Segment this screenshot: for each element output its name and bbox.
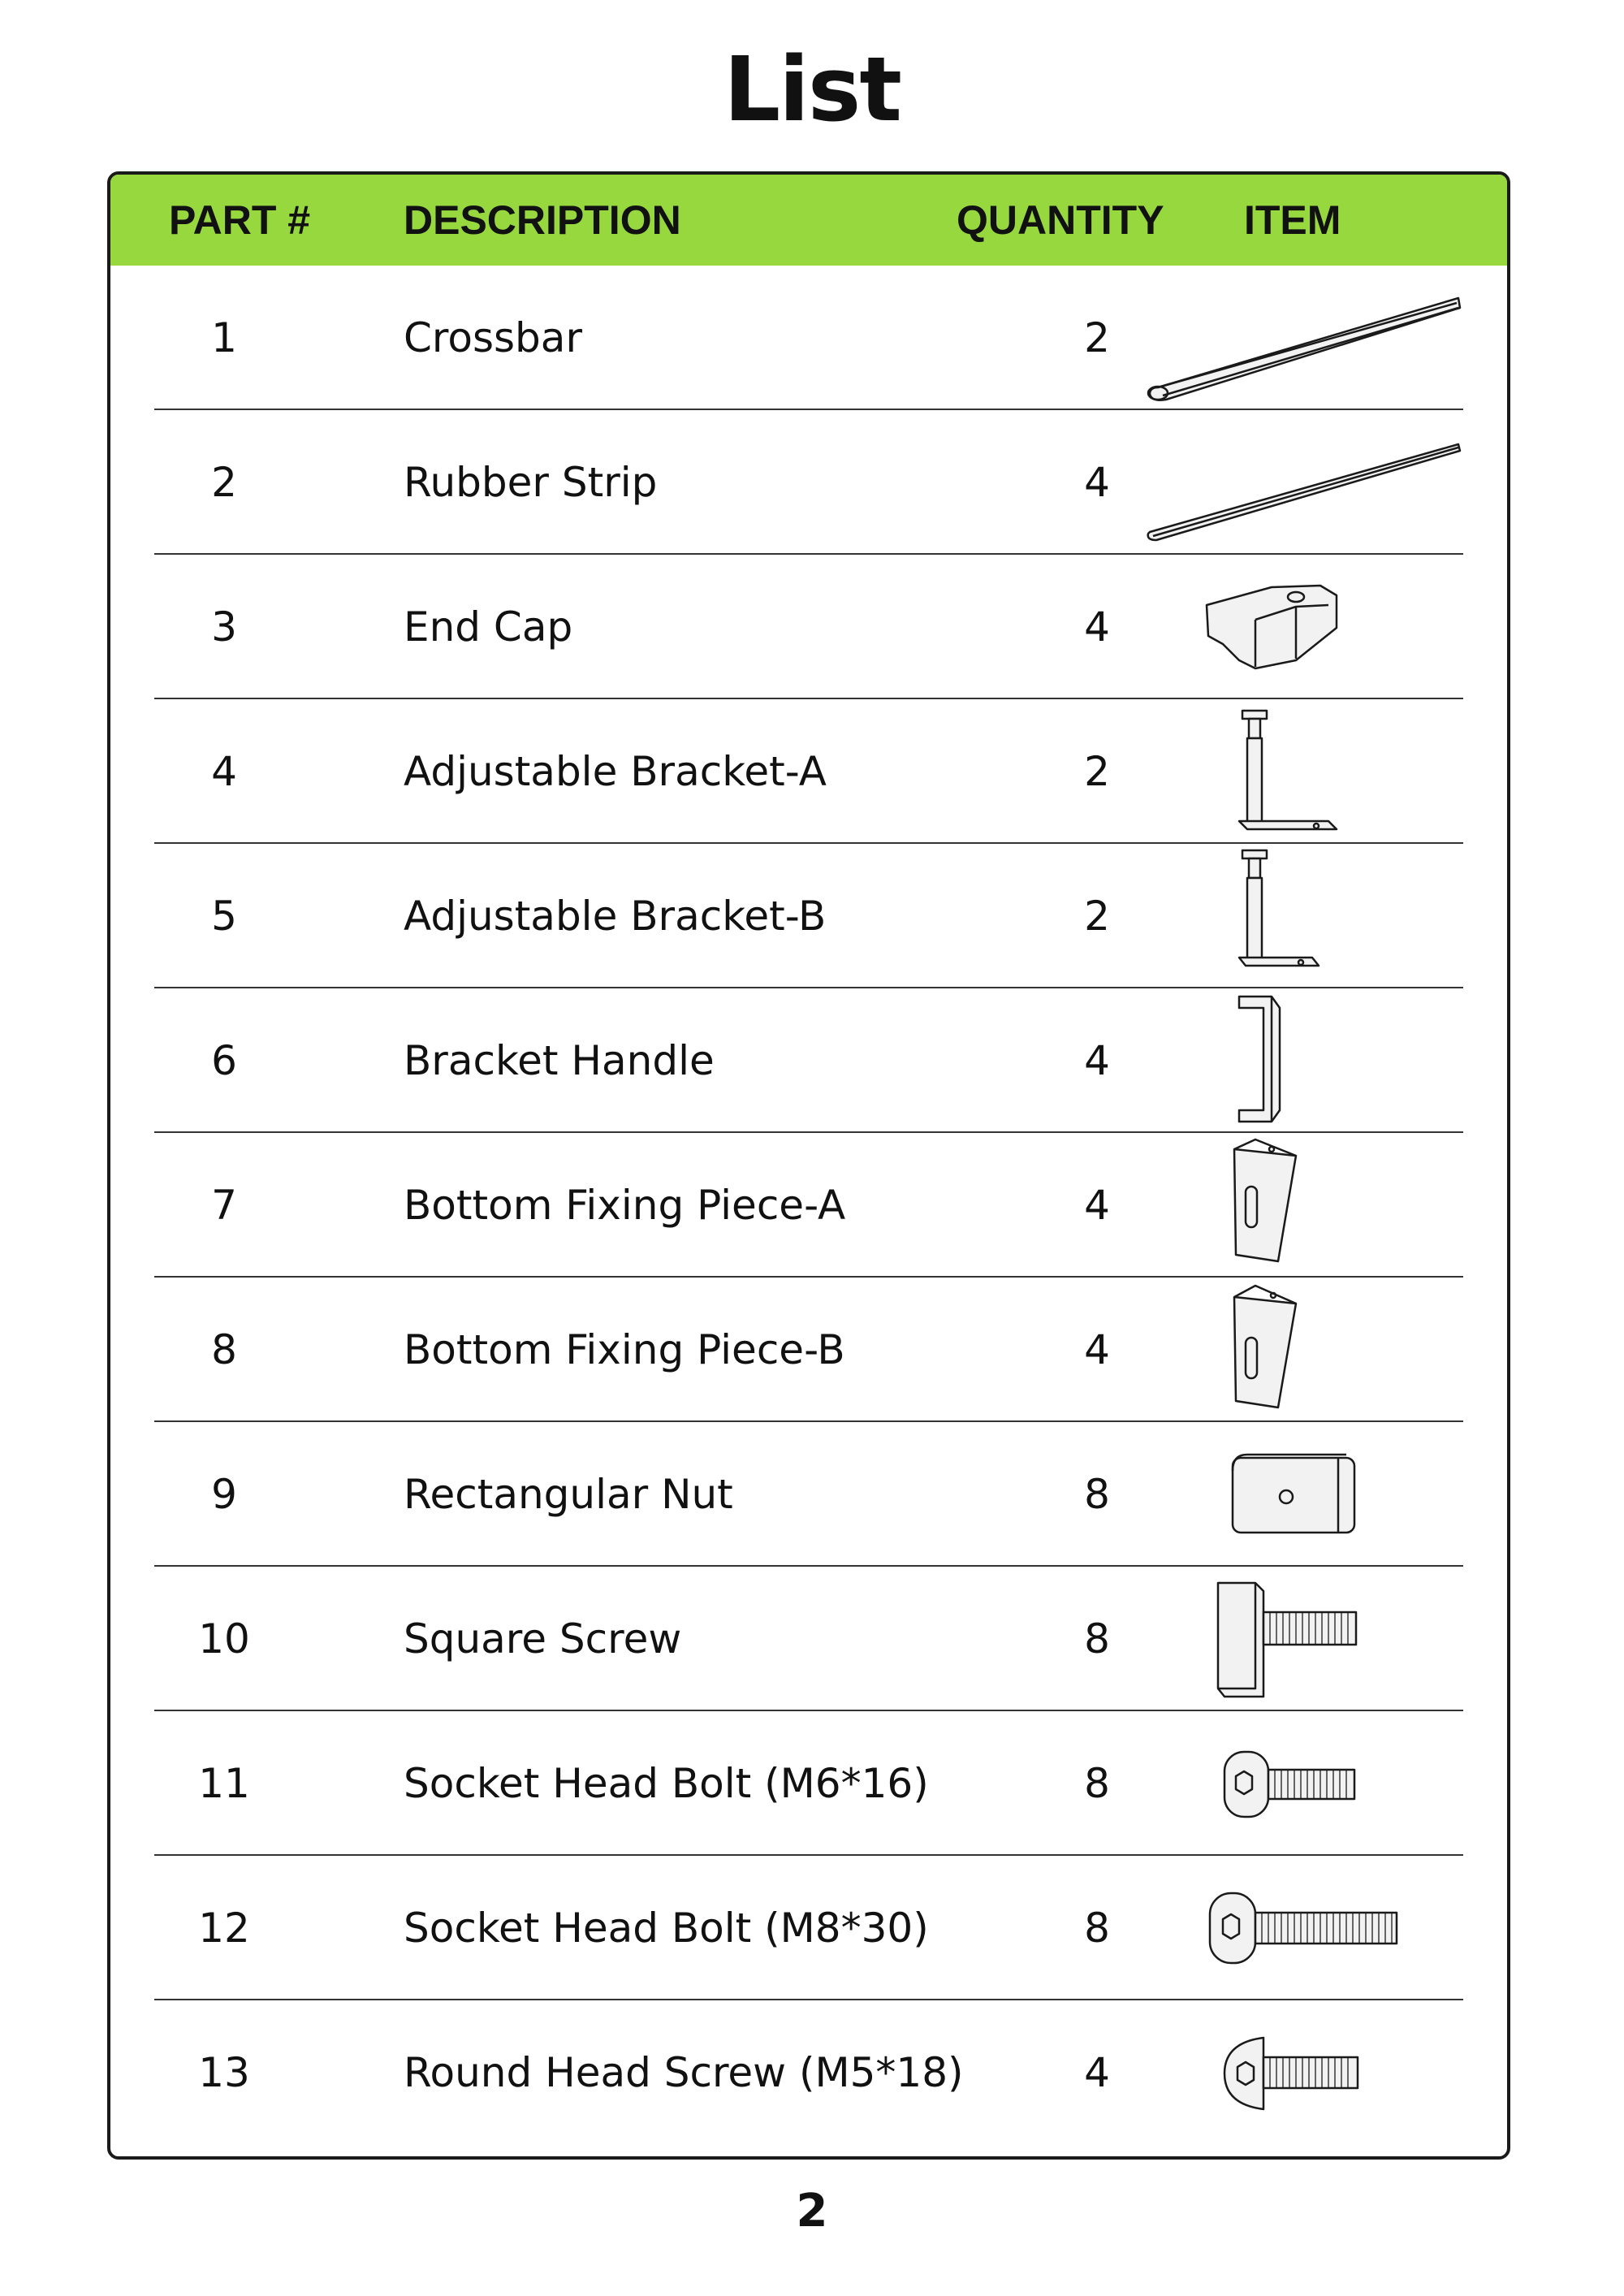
part-description: Rectangular Nut [404,1471,733,1518]
part-quantity: 2 [1084,893,1110,940]
part-quantity: 8 [1084,1905,1110,1952]
adjustable-bracket-icon [1134,844,1475,988]
round-head-screw-icon [1134,2000,1475,2145]
part-number: 10 [198,1615,250,1663]
adjustable-bracket-icon [1134,699,1475,844]
part-description: Bottom Fixing Piece-A [404,1182,846,1229]
page-number: 2 [796,2185,828,2238]
table-row [110,699,1507,844]
table-row [110,988,1507,1133]
part-number: 12 [198,1905,250,1952]
header-description: DESCRIPTION [404,197,681,243]
part-quantity: 4 [1084,603,1110,651]
socket-bolt-icon [1134,1711,1475,1856]
table-row [110,844,1507,988]
rectangular-nut-icon [1134,1422,1475,1567]
part-quantity: 4 [1084,1326,1110,1373]
part-number: 7 [211,1182,237,1229]
part-description: Adjustable Bracket-A [404,748,827,795]
part-number: 8 [211,1326,237,1373]
bracket-handle-icon [1134,988,1475,1133]
crossbar-icon [1134,266,1475,410]
part-description: Socket Head Bolt (M6*16) [404,1760,929,1807]
part-number: 11 [198,1760,250,1807]
square-screw-icon [1134,1567,1475,1711]
part-description: Bottom Fixing Piece-B [404,1326,845,1373]
table-row [110,410,1507,555]
table-row [110,266,1507,410]
rubber-strip-icon [1134,410,1475,555]
header-item: ITEM [1244,197,1341,243]
part-number: 3 [211,603,237,651]
table-row [110,555,1507,699]
table-row [110,1133,1507,1278]
table-header [110,175,1507,266]
socket-bolt-icon [1134,1856,1475,2000]
part-description: Socket Head Bolt (M8*30) [404,1905,929,1952]
part-description: End Cap [404,603,573,651]
part-number: 5 [211,893,237,940]
fixing-piece-icon [1134,1278,1475,1422]
part-quantity: 8 [1084,1471,1110,1518]
part-number: 6 [211,1037,237,1084]
part-number: 13 [198,2049,250,2096]
page-title: List [723,37,901,141]
part-quantity: 8 [1084,1760,1110,1807]
part-description: Square Screw [404,1615,682,1663]
table-row [110,1278,1507,1422]
part-description: Round Head Screw (M5*18) [404,2049,964,2096]
part-quantity: 2 [1084,748,1110,795]
table-row [110,1422,1507,1567]
part-quantity: 4 [1084,1182,1110,1229]
parts-list-table [107,171,1510,2160]
table-row [110,1567,1507,1711]
table-row [110,1856,1507,2000]
header-quantity: QUANTITY [957,197,1164,243]
fixing-piece-icon [1134,1133,1475,1278]
end-cap-icon [1134,555,1475,699]
part-quantity: 2 [1084,314,1110,361]
part-quantity: 4 [1084,459,1110,506]
part-number: 9 [211,1471,237,1518]
table-row [110,2000,1507,2145]
part-description: Adjustable Bracket-B [404,893,827,940]
part-description: Rubber Strip [404,459,658,506]
part-number: 2 [211,459,237,506]
part-quantity: 8 [1084,1615,1110,1663]
part-quantity: 4 [1084,2049,1110,2096]
part-quantity: 4 [1084,1037,1110,1084]
part-description: Bracket Handle [404,1037,715,1084]
table-row [110,1711,1507,1856]
part-description: Crossbar [404,314,582,361]
part-number: 4 [211,748,237,795]
part-number: 1 [211,314,237,361]
header-part-number: PART # [169,197,311,243]
